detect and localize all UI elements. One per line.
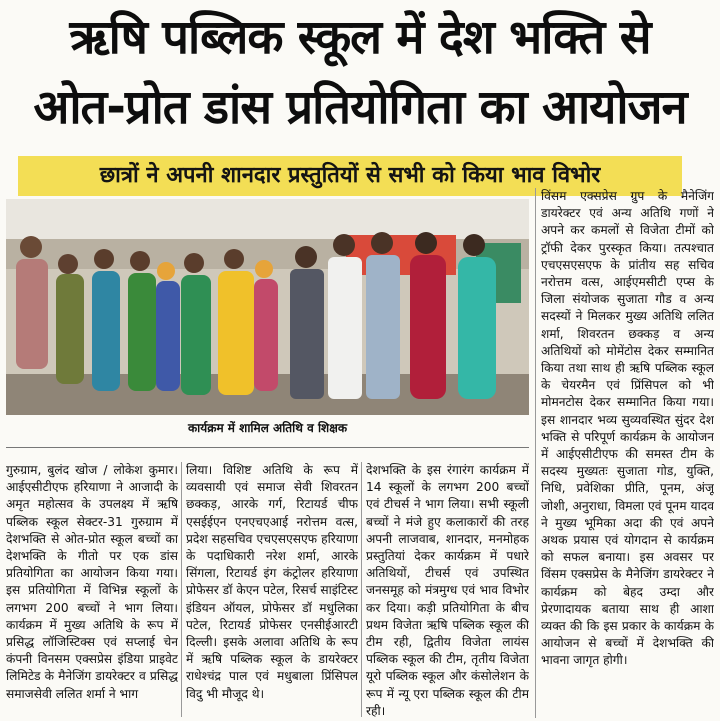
photo-caption: कार्यक्रम में शामिल अतिथि व शिक्षक	[187, 421, 348, 435]
column-divider	[361, 462, 362, 717]
article-column-1	[6, 462, 178, 717]
article-column-4	[541, 188, 714, 718]
event-photo	[6, 199, 529, 415]
subheadline: छात्रों ने अपनी शानदार प्रस्तुतियों से सभी को किया भाव विभोर	[99, 163, 601, 188]
headline-line-2: ओत-प्रोत डांस प्रतियोगिता का आयोजन	[33, 80, 687, 135]
article-column-2	[186, 462, 358, 717]
article-text-1: गुरुग्राम, बुलंद खोज / लोकेश कुमार। आईएसीटीएफ हरियाणा ने आजादी के अमृत महोत्सव के उपलक्ष्य में ऋषि पब्लिक स्कूल सेक्टर-31 गुरुग्राम में देशभक्ति से ओत-प्रोत स्कूल बच्चों का देशभक्ति के गीतो पर एक डांस प्रतियोगिता का आयोजन किया गया। इस प्रतियोगिता में विभिन्न स्कूलों के लगभग 200 बच्चों ने भाग लिया। कार्यक्रम में मुख्य अतिथि के रूप में प्रसिद्ध लॉजिस्टिक्स एवं सप्लाई चेन कंपनी विनसम एक्सप्रेस इंडिया प्राइवेट लिमिटेड के मैनेजिंग डायरेक्टर व प्रसिद्ध समाजसेवी ललित शर्मा ने भाग	[6, 463, 178, 701]
article-column-3	[366, 462, 529, 717]
article-text-4: विंसम एक्सप्रेस ग्रुप के मैनेजिंग डायरेक्टर एवं अन्य अतिथि गणों ने अपने कर कमलों से विजेता टीमों को ट्रॉफी देकर पुरस्कृत किया। तत्पश्चात एचएसएसएफ के प्रांतीय सह सचिव नरोत्तम वत्स, आईएमसीटी एप्स के जिला संयोजक सुजाता गौड व अन्य सदस्यों ने मिलकर मुख्य अतिथि ललित शर्मा, शिवरतन छक्कड़ व अन्य अतिथियों को मोमेंटोस देकर सम्मानित किया तथा साथ ही ऋषि पब्लिक स्कूल के चेयरमैन एवं प्रिंसिपल को भी मोमनटोस देकर सम्मानित किया गया। इस शानदार भव्य सुव्यवस्थित सुंदर देश भक्ति से परिपूर्ण कार्यक्रम के आयोजन में आईएसीटीएफ की समस्त टीम के सदस्य मुख्यतः सुजाता गोड, युक्ति, निधि, प्रवेशिका प्रीति, पूनम, अंजू जोशी, अनुराधा, विमला एवं पूनम यादव ने मुख्य भूमिका अदा की एवं अपने अथक प्रयास एवं योगदान से कार्यक्रम को सफल बनाया। इस अवसर पर विंसम एक्सप्रेस के मैनेजिंग डायरेक्टर ने कार्यक्रम को बेहद उम्दा और प्रेरणादायक बताया साथ ही आशा व्यक्त की कि इस प्रकार के कार्यक्रम के आयोजन से बच्चों में देशभक्ति की भावना जागृत होगी।	[541, 189, 714, 668]
column-divider	[181, 462, 182, 717]
headline-line-1: ऋषि पब्लिक स्कूल में देश भक्ति से	[69, 10, 651, 65]
column-divider	[535, 188, 536, 718]
caption-divider	[6, 447, 529, 448]
article-text-3: देशभक्ति के इस रंगारंग कार्यक्रम में 14 स्कूलों के लगभग 200 बच्चों एवं टीचर्स ने भाग लिया। सभी स्कूली बच्चों ने मंजे हुए कलाकारों की तरह अपनी लाजवाब, शानदार, मनमोहक प्रस्तुतियां देकर कार्यक्रम में पधारे अतिथियों, टीचर्स एवं उपस्थित जनसमूह को मंत्रमुग्ध एवं भाव विभोर कर दिया। कड़ी प्रतियोगिता के बीच प्रथम विजेता ऋषि पब्लिक स्कूल की टीम रही, द्वितीय विजेता लायंस पब्लिक स्कूल की टीम, तृतीय विजेता यूरो पब्लिक स्कूल और कंसोलेशन के रूप में न्यू एरा पब्लिक स्कूल की टीम रही।	[366, 463, 529, 717]
article-text-2: लिया। विशिष्ट अतिथि के रूप में व्यवसायी एवं समाज सेवी शिवरतन छक्कड़, आरके गर्ग, रिटायर्ड चीफ एसईईएन एनएचएआई नरोत्तम वत्स, प्रदेश सहसचिव एचएसएसएफ हरियाणा के पदाधिकारी नरेश शर्मा, आरके सिंगला, रिटायर्ड इंग कंट्रोलर हरियाणा प्रोफेसर डॉ केएन पटेल, रिसर्च साइंटिस्ट इंडियन ऑयल, प्रोफेसर डॉ मधुलिका पटेल, रिटायर्ड प्रोफेसर एनसीईआरटी दिल्ली। इसके अलावा अतिथि के रूप में ऋषि पब्लिक स्कूल के डायरेक्टर राधेश्चंद्र पाल एवं मधुबाला प्रिंसिपल विदु भी मौजूद थे।	[186, 463, 358, 701]
event-photo-illustration	[6, 199, 529, 415]
